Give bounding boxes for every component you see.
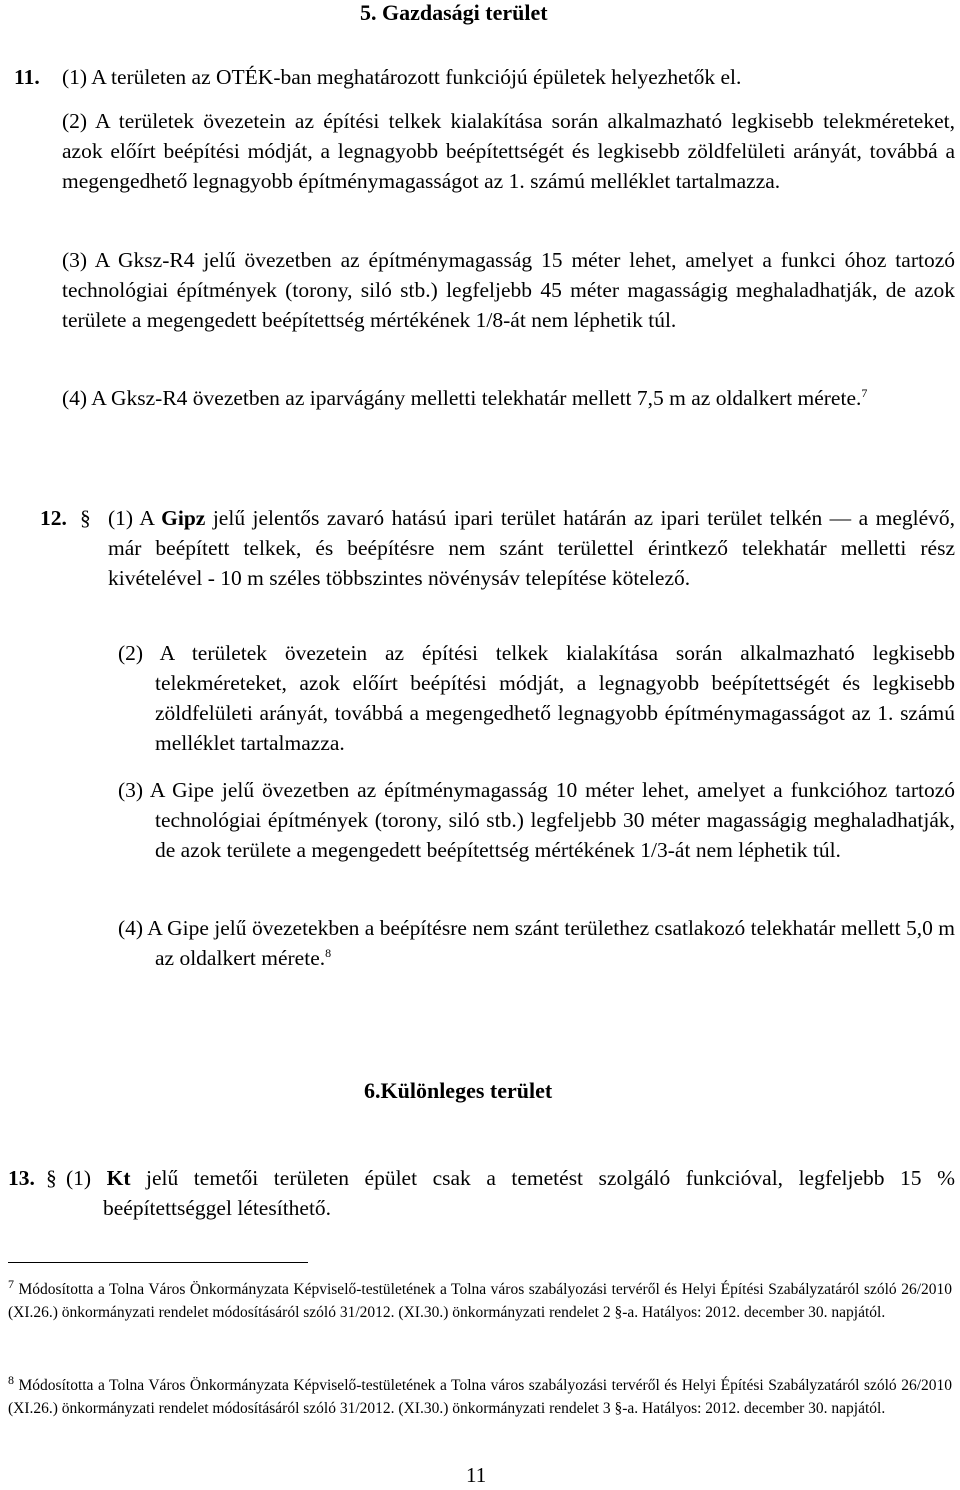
footnote: $^8$ Módosította a Tolna Város Önkormányzata Képviselő-testületének a Tolna város szabályozási tervéről és Helyi Építési Szabályzatáról szóló 26/2010 (XI.26.) önkormányzati rendelet módosításáról szóló 31/2012. (XI.30.) önkormányzati rendelet 3 §-a. Hatályos: 2012. december 30. napjától.: [8, 1372, 953, 1417]
paragraph-11-1: (1) A területen az OTÉK-ban meghatározott funkciójú épületek helyezhetők el.: [62, 65, 742, 89]
paragraph-number: 11.: [14, 65, 40, 89]
footnote-ref[interactable]: 8: [325, 945, 332, 960]
section-sign: §: [80, 506, 91, 530]
paragraph-12-2: (2) A területek övezetein az építési telkek kialakítása során alkalmazható legkisebb telekméreteket, azok előírt beépítési módját, a legnagyobb beépítettségét és legkisebb zöldfelületi arányát, továbbá a megengedhető legnagyobb építménymagasságot az 1. számú melléklet tartalmazza.: [118, 641, 955, 755]
paragraph-11-2: (2) A területek övezetein az építési telkek kialakítása során alkalmazható legkisebb telekméreteket, azok előírt beépítési módját, a legnagyobb beépítettségét és legkisebb zöldfelületi arányát, továbbá a megengedhető legnagyobb építménymagasságot az 1. számú melléklet tartalmazza.: [62, 109, 955, 193]
page-number: 11: [466, 1463, 487, 1487]
footnote: $^7$ Módosította a Tolna Város Önkormányzata Képviselő-testületének a Tolna város szabályozási tervéről és Helyi Építési Szabályzatáról szóló 26/2010 (XI.26.) önkormányzati rendelet módosításáról szóló 31/2012. (XI.30.) önkormányzati rendelet 2 §-a. Hatályos: 2012. december 30. napjától.: [8, 1276, 953, 1321]
paragraph-number: 12.: [40, 506, 67, 530]
paragraph-12-3: (3) A Gipe jelű övezetben az építménymagasság 10 méter lehet, amelyet a funkcióhoz tartozó technológiai építmények (torony, siló stb.) legfeljebb 30 méter magasságig meghaladhatják, de azok területe a megengedett beépítettség mértékének 1/3-át nem léphetik túl.: [118, 778, 955, 862]
paragraph-13-1: (1) Kt jelű temetői területen épület csak a temetést szolgáló funkcióval, legfeljebb 15 % beépítettséggel létesíthető.: [66, 1166, 955, 1220]
section-sign: §: [46, 1166, 57, 1190]
section-heading: 6.Különleges terület: [364, 1078, 553, 1103]
paragraph-11-3: (3) A Gksz-R4 jelű övezetben az építménymagasság 15 méter lehet, amelyet a funkci óhoz tartozó technológiai építmények (torony, siló stb.) legfeljebb 45 méter magasságig meghaladhatják, de azok területe a megengedett beépítettség mértékének 1/8-át nem léphetik túl.: [62, 248, 955, 332]
paragraph-number: 13.: [8, 1166, 35, 1190]
footnote-separator: [8, 1262, 308, 1263]
paragraph-12-4: (4) A Gipe jelű övezetekben a beépítésre nem szánt területhez csatlakozó telekhatár mellett 5,0 m az oldalkert mérete.$^8$: [118, 916, 955, 970]
paragraph-11-4: (4) A Gksz-R4 övezetben az iparvágány melletti telekhatár mellett 7,5 m az oldalkert mérete.$^7$: [62, 385, 868, 410]
footnote-ref[interactable]: 7: [861, 385, 868, 400]
paragraph-12-1: (1) A Gipz jelű jelentős zavaró hatású ipari terület határán az ipari terület telkén — a meglévő, már beépített telkek, és beépítésre nem szánt területtel érintkező telekhatár melletti rész kivételével - 10 m széles többszintes növénysáv telepítése kötelező.: [108, 506, 956, 590]
section-heading: 5. Gazdasági terület: [360, 0, 548, 25]
